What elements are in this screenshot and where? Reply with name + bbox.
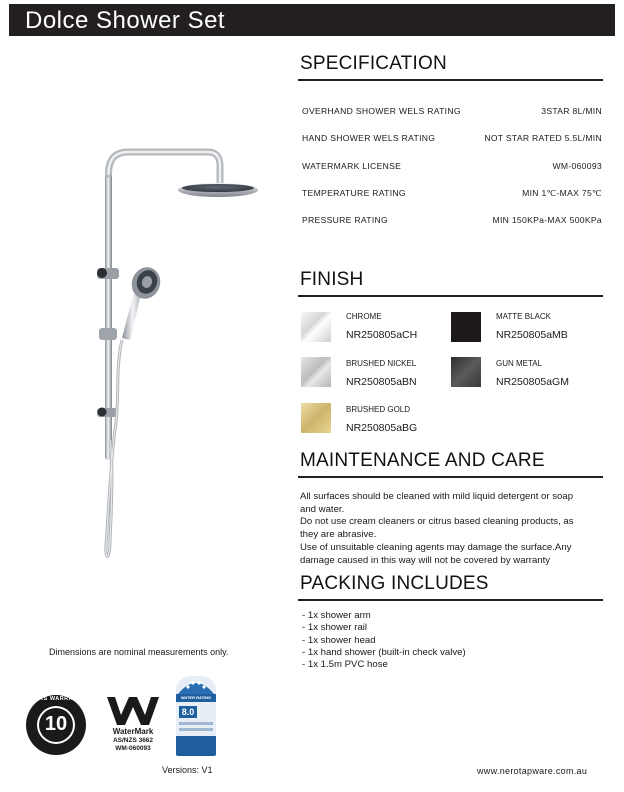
watermark-logo <box>103 695 163 757</box>
finish-divider <box>298 295 603 297</box>
maintenance-line: Use of unsuitable cleaning agents may damage the surface.Any <box>300 541 572 553</box>
spec-value: NOT STAR RATED 5.5L/MIN <box>484 133 602 143</box>
spec-label: OVERHAND SHOWER WELS RATING <box>302 106 461 116</box>
spec-label: TEMPERATURE RATING <box>302 188 406 198</box>
finish-name: MATTE BLACK <box>496 312 551 321</box>
list-item: - 1x shower head <box>302 634 376 646</box>
watermark-standard: AS/NZS 3662 <box>112 737 154 744</box>
maintenance-line: Do not use cream cleaners or citrus based cleaning products, as <box>300 516 574 528</box>
watermark-license: WM-060093 <box>115 745 151 752</box>
finish-code: NR250805aMB <box>496 329 568 341</box>
gun-metal-swatch <box>451 357 481 387</box>
finish-code: NR250805aBG <box>346 422 418 434</box>
finish-name: BRUSHED NICKEL <box>346 359 417 368</box>
spec-label: WATERMARK LICENSE <box>302 161 402 171</box>
list-item: - 1x shower rail <box>302 622 368 634</box>
chrome-swatch <box>301 312 331 342</box>
finish-code: NR250805aGM <box>496 376 569 388</box>
spec-value: 3STAR 8L/MIN <box>541 106 602 116</box>
finish-name: BRUSHED GOLD <box>346 405 411 414</box>
website-link[interactable]: www.nerotapware.com.au <box>477 766 588 776</box>
spec-value: MIN 1℃-MAX 75℃ <box>522 188 602 198</box>
wels-footer <box>176 736 216 756</box>
maintenance-heading: MAINTENANCE AND CARE <box>300 450 545 471</box>
watermark-brand: WaterMark <box>112 727 154 736</box>
wels-info-line <box>179 722 213 725</box>
packing-divider <box>298 599 603 601</box>
spec-label: PRESSURE RATING <box>302 215 388 225</box>
warranty-text: YEARS WARRANTY <box>26 696 86 702</box>
maintenance-line: damage caused in this way will not be covered by warranty <box>300 554 551 566</box>
version-label: Versions: V1 <box>162 765 213 775</box>
wels-title: WATER RATING <box>176 694 216 702</box>
shower-set-illustration <box>80 140 280 620</box>
matte-black-swatch <box>451 312 481 342</box>
maintenance-line: they are abrasive. <box>300 529 377 541</box>
finish-name: GUN METAL <box>496 359 543 368</box>
finish-code: NR250805aCH <box>346 329 418 341</box>
page-title: Dolce Shower Set <box>25 7 226 34</box>
warranty-badge <box>25 694 87 756</box>
list-item: - 1x hand shower (built-in check valve) <box>302 646 466 658</box>
spec-value: WM-060093 <box>552 161 602 171</box>
specification-divider <box>298 79 603 81</box>
maintenance-line: All surfaces should be cleaned with mild liquid detergent or soap <box>300 491 574 502</box>
list-item: - 1x 1.5m PVC hose <box>302 659 388 671</box>
packing-heading: PACKING INCLUDES <box>300 573 489 594</box>
spec-value: MIN 150KPa-MAX 500KPa <box>492 215 602 225</box>
header-bar <box>9 4 615 36</box>
specification-heading: SPECIFICATION <box>300 53 447 74</box>
finish-code: NR250805aBN <box>346 376 417 388</box>
brushed-gold-swatch <box>301 403 331 433</box>
finish-name: CHROME <box>346 312 382 321</box>
wels-rating-label <box>176 676 216 756</box>
finish-heading: FINISH <box>300 269 364 290</box>
maintenance-text <box>300 491 605 567</box>
warranty-number: 10 <box>44 713 68 735</box>
dimensions-note: Dimensions are nominal measurements only. <box>49 647 229 657</box>
wels-stars-icon <box>176 676 216 694</box>
watermark-w-icon <box>103 695 163 727</box>
brushed-nickel-swatch <box>301 357 331 387</box>
maintenance-line: and water. <box>300 503 345 515</box>
maintenance-divider <box>298 476 603 478</box>
wels-rating-value: 8.0 <box>179 706 197 718</box>
packing-list <box>302 610 466 671</box>
wels-info-line <box>179 728 213 731</box>
list-item: - 1x shower arm <box>302 610 371 621</box>
spec-label: HAND SHOWER WELS RATING <box>302 133 436 143</box>
